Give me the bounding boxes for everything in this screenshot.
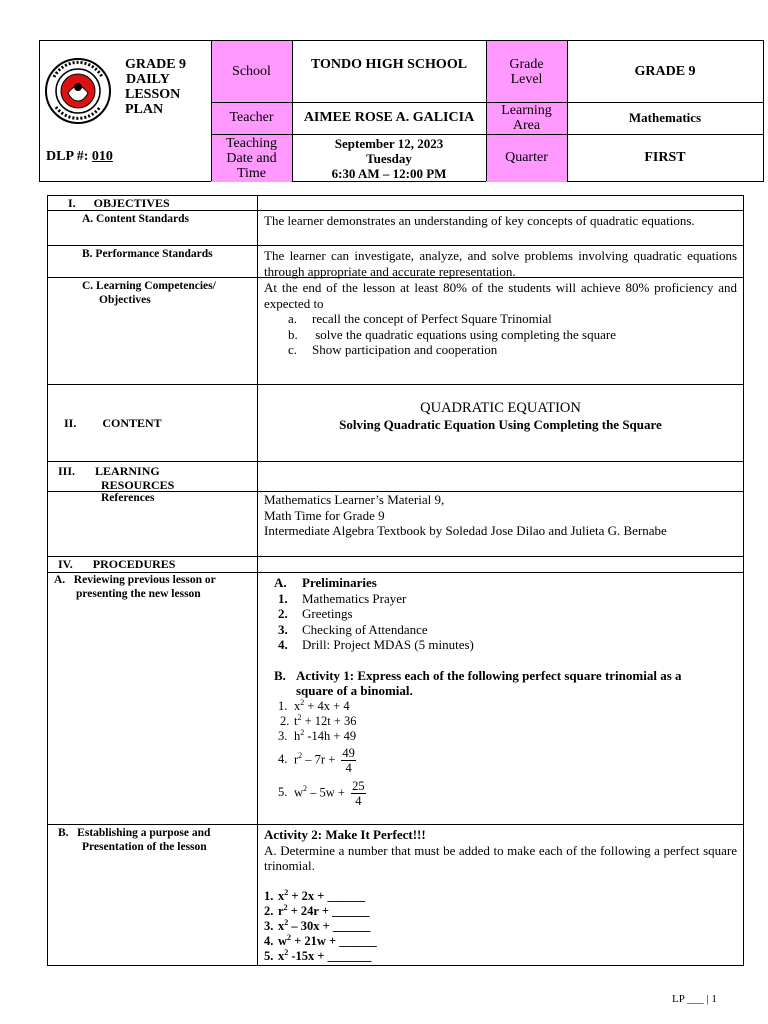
content-title: QUADRATIC EQUATION — [420, 400, 581, 416]
purpose-label — [48, 825, 258, 965]
exponent: 2 — [284, 917, 289, 927]
list-item — [274, 622, 737, 638]
content-subtitle: Solving Quadratic Equation Using Completing the Square — [339, 417, 662, 432]
item-marker: 5. — [278, 784, 288, 799]
purpose-row — [48, 825, 743, 965]
divider — [486, 41, 487, 181]
list-item — [274, 606, 737, 622]
list-item — [264, 311, 737, 327]
list-item — [274, 637, 737, 653]
review-lesson-row — [48, 573, 743, 825]
heading-letter: B. — [274, 667, 286, 683]
resources-label — [48, 462, 258, 491]
term: – 7r + — [302, 751, 339, 766]
section-number: II. — [64, 416, 77, 430]
list-item — [274, 591, 737, 607]
date-value: September 12, 2023 — [334, 135, 444, 151]
term: -15x + _______ — [288, 948, 372, 963]
item-text: Checking of Attendance — [302, 621, 428, 637]
resources-heading-row — [48, 462, 743, 492]
activity2-title: Activity 2: Make It Perfect!!! — [264, 827, 426, 842]
item-marker: 1. — [278, 590, 288, 606]
competencies-label-line: Objectives — [99, 293, 151, 306]
term: x — [278, 918, 285, 933]
term: -14h + 49 — [304, 728, 357, 743]
page-footer: LP ___ | 1 — [672, 993, 717, 1005]
heading-text: square of a binomial. — [296, 683, 413, 698]
review-lesson-label — [48, 573, 258, 824]
exponent: 2 — [284, 887, 289, 897]
grade-label: Level — [510, 71, 543, 87]
list-item — [264, 342, 737, 358]
exponent: 2 — [283, 902, 288, 912]
exponent: 2 — [300, 727, 305, 737]
dlp-label: DLP #: — [46, 149, 89, 164]
competencies-content — [258, 278, 743, 384]
area-label: Learning — [501, 103, 552, 118]
fraction — [341, 746, 356, 775]
quarter-value-cell — [567, 134, 763, 182]
term: + 2x + ______ — [288, 888, 365, 903]
activity1-list — [274, 699, 737, 808]
section-title: CONTENT — [102, 416, 162, 430]
term: – 5w + — [307, 784, 349, 799]
term: – 30x + ______ — [288, 918, 371, 933]
title-line: PLAN — [125, 102, 164, 117]
term: h — [294, 728, 301, 743]
term: w — [278, 933, 288, 948]
school-label-cell — [211, 41, 292, 102]
item-marker: 4. — [278, 637, 288, 652]
header-table — [39, 40, 764, 182]
content-row — [48, 385, 743, 462]
title-line: LESSON — [125, 87, 181, 102]
section-number: III. — [58, 464, 76, 478]
procedures-label — [48, 557, 258, 572]
list-item — [264, 919, 737, 934]
term: + 24r + ______ — [287, 903, 370, 918]
content-body — [258, 385, 743, 461]
item-marker: c. — [288, 342, 298, 357]
list-item — [274, 714, 737, 729]
objectives-heading-row — [48, 196, 743, 211]
list-item — [264, 949, 737, 964]
school-label: School — [232, 63, 271, 79]
list-item — [274, 779, 737, 808]
date-time-value-cell — [292, 134, 486, 182]
exponent: 2 — [303, 783, 308, 793]
item-marker: 2. — [278, 606, 288, 621]
school-value: TONDO HIGH SCHOOL — [310, 57, 468, 72]
item-text: Drill: Project MDAS (5 minutes) — [302, 637, 474, 652]
activity1-heading — [274, 668, 737, 699]
exponent: 2 — [300, 697, 305, 707]
dlp-value: 010 — [91, 149, 113, 164]
plan-title — [125, 57, 186, 117]
section-title: OBJECTIVES — [93, 196, 170, 210]
label-line: B. Establishing a purpose and — [58, 827, 211, 839]
list-item — [264, 889, 737, 904]
term: + 4x + 4 — [304, 698, 350, 713]
td-label: Time — [236, 165, 267, 181]
term: x — [278, 948, 285, 963]
purpose-body — [258, 825, 743, 965]
area-value: Mathematics — [628, 110, 702, 125]
list-item — [264, 904, 737, 919]
activity2-list — [264, 889, 737, 964]
content-standards-row — [48, 211, 743, 246]
teacher-label-cell — [211, 102, 292, 134]
exponent: 2 — [284, 947, 289, 957]
divider — [292, 41, 293, 181]
heading-text: Activity 1: Express each of the following perfect square trinomial as a — [296, 667, 682, 683]
teacher-value-cell — [292, 102, 486, 134]
teacher-label: Teacher — [229, 110, 274, 125]
reference-item: Intermediate Algebra Textbook by Soledad Jose Dilao and Julieta G. Bernabe — [264, 523, 667, 538]
reference-item: Math Time for Grade 9 — [264, 507, 385, 523]
divider — [211, 41, 212, 181]
item-marker: 3. — [278, 728, 288, 743]
time-value: 6:30 AM – 12:00 PM — [331, 165, 447, 181]
numerator: 49 — [342, 745, 355, 760]
item-marker: 2. — [280, 713, 290, 728]
references-row — [48, 492, 743, 557]
quarter-value: FIRST — [644, 150, 686, 165]
term: w — [294, 784, 304, 799]
content-label — [48, 385, 258, 461]
item-marker: a. — [288, 311, 298, 326]
content-standards-label: A. Content Standards — [48, 211, 258, 245]
label-line: A. Reviewing previous lesson or — [54, 574, 216, 586]
grade-value-cell — [567, 41, 763, 102]
divider — [211, 134, 763, 135]
item-text: recall the concept of Perfect Square Trinomial — [312, 311, 552, 326]
teacher-value: AIMEE ROSE A. GALICIA — [303, 110, 475, 125]
term: + 12t + 36 — [301, 713, 357, 728]
area-value-cell — [567, 102, 763, 134]
term: r — [278, 903, 284, 918]
teaching-date-label-cell — [211, 134, 292, 182]
review-lesson-body — [258, 573, 743, 824]
references-list — [258, 492, 743, 556]
denominator: 4 — [355, 793, 362, 808]
denominator: 4 — [345, 760, 352, 775]
exponent: 2 — [298, 750, 303, 760]
competencies-intro: At the end of the lesson at least 80% of the students will achieve 80% proficiency and expected to — [264, 280, 737, 311]
td-label: Teaching — [225, 135, 278, 151]
list-item — [274, 746, 737, 775]
heading-letter: A. — [274, 575, 287, 590]
list-item — [274, 699, 737, 714]
area-label: Area — [512, 118, 541, 133]
item-marker: 4. — [264, 933, 274, 948]
list-item — [264, 327, 737, 343]
school-seal-logo — [44, 57, 112, 125]
term: x — [278, 888, 285, 903]
term: + 21w + ______ — [291, 933, 377, 948]
item-marker: 2. — [264, 903, 274, 918]
list-item — [274, 729, 737, 744]
learning-area-label-cell — [486, 102, 567, 134]
procedures-heading-row — [48, 557, 743, 573]
quarter-label-cell — [486, 134, 567, 182]
activity2-instruction: A. Determine a number that must be added to make each of the following a perfect square trinomial. — [264, 842, 737, 873]
competencies-label — [48, 278, 258, 384]
item-marker: b. — [288, 326, 298, 342]
list-item — [264, 934, 737, 949]
td-label: Date and — [226, 150, 277, 166]
numerator: 25 — [352, 778, 365, 793]
reference-item: Mathematics Learner’s Material 9, — [264, 492, 445, 507]
school-value-cell — [292, 57, 486, 73]
grade-value: GRADE 9 — [634, 63, 696, 79]
label-line: presenting the new lesson — [76, 587, 201, 600]
label-line: Presentation of the lesson — [82, 840, 207, 853]
divider — [567, 41, 568, 181]
objectives-heading — [48, 196, 258, 210]
fraction — [351, 779, 366, 808]
day-value: Tuesday — [366, 150, 412, 166]
divider — [211, 102, 763, 103]
item-text: Greetings — [302, 606, 353, 621]
quarter-label: Quarter — [505, 150, 548, 165]
exponent: 2 — [297, 712, 302, 722]
item-marker: 3. — [278, 621, 288, 637]
term: x — [294, 698, 301, 713]
preliminaries-heading — [274, 575, 737, 591]
item-marker: 1. — [264, 888, 274, 903]
term: r — [294, 751, 299, 766]
item-text: solve the quadratic equations using completing the square — [312, 326, 616, 342]
grade-level-label-cell — [486, 41, 567, 102]
item-text: Show participation and cooperation — [312, 342, 498, 357]
section-number: IV. — [58, 557, 73, 571]
item-marker: 4. — [278, 751, 288, 766]
term: t — [294, 713, 298, 728]
dlp-number — [46, 149, 113, 165]
section-title: PROCEDURES — [92, 557, 176, 571]
grade-label: Grade — [509, 56, 544, 72]
references-label: References — [48, 492, 258, 556]
section-number: I. — [68, 196, 76, 210]
item-marker: 1. — [278, 698, 288, 713]
section-title: LEARNING — [95, 464, 160, 478]
competencies-row — [48, 278, 743, 385]
title-line: GRADE 9 — [125, 57, 187, 72]
item-marker: 3. — [264, 918, 274, 933]
item-text: Mathematics Prayer — [302, 590, 407, 606]
lesson-plan-table — [47, 195, 744, 966]
performance-standards-row — [48, 246, 743, 278]
section-title: RESOURCES — [101, 478, 175, 492]
performance-standards-text: The learner can investigate, analyze, and solve problems involving quadratic equations through appropriate and accurate representation. — [264, 248, 737, 279]
performance-standards-label: B. Performance Standards — [48, 246, 258, 277]
content-standards-text: The learner demonstrates an understanding of key concepts of quadratic equations. — [264, 213, 695, 228]
objectives-list — [264, 311, 737, 358]
exponent: 2 — [287, 932, 292, 942]
item-marker: 5. — [264, 948, 274, 963]
heading-text: Preliminaries — [302, 575, 377, 590]
title-line: DAILY — [126, 72, 170, 87]
preliminaries-list — [274, 591, 737, 653]
competencies-label-line: C. Learning Competencies/ — [82, 280, 216, 292]
